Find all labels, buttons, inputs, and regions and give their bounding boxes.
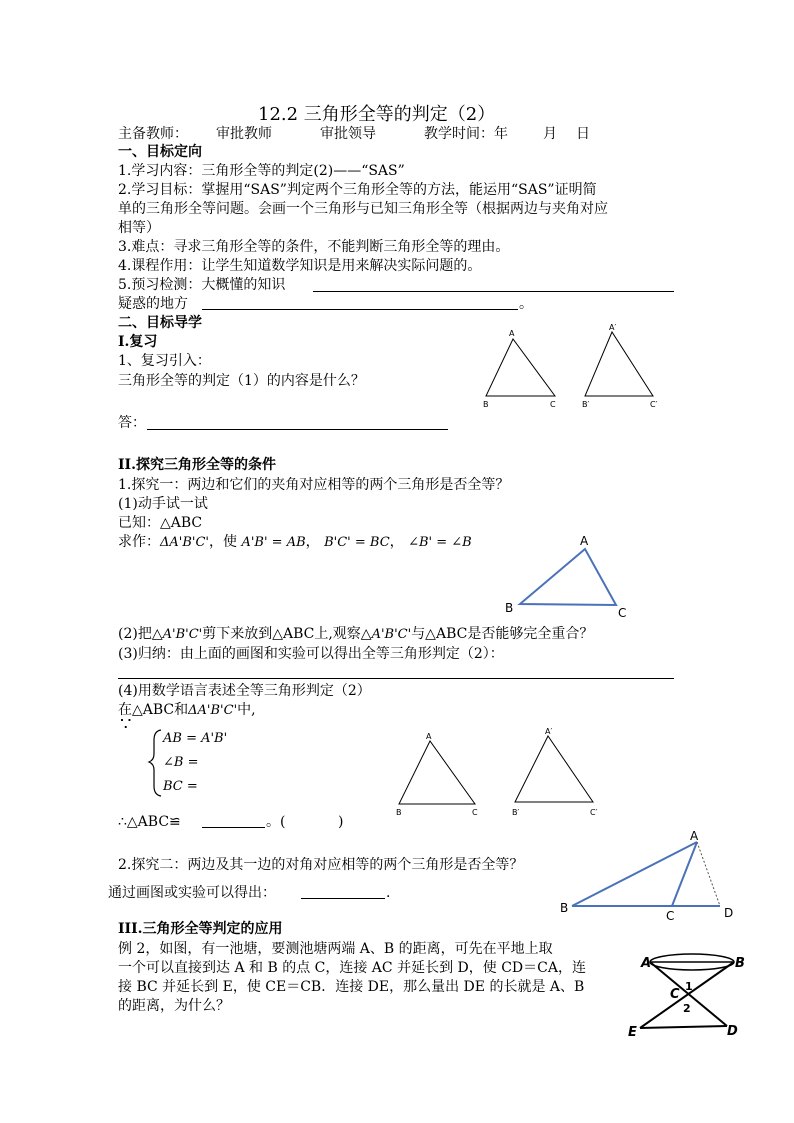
find-comma-2: ， — [389, 534, 404, 550]
p2-triangle: A'B'C' — [162, 627, 203, 642]
explore-heading: II.探究三角形全等的条件 — [118, 457, 276, 473]
page-title: 12.2 三角形全等的判定（2） — [258, 104, 496, 125]
pond-label-b: B — [735, 956, 745, 971]
blue-label-b: B — [505, 601, 514, 615]
header-month: 月 — [543, 126, 557, 142]
explore-q2-answer: 通过画图或实验可以得出： — [108, 885, 276, 901]
find-label: 求作： — [118, 534, 160, 550]
explore-q2-end: . — [386, 885, 391, 901]
goal-line-3: 3.难点：寻求三角形全等的条件，不能判断三角形全等的理由。 — [118, 239, 510, 255]
section-heading-guide: 二、目标导学 — [118, 315, 202, 331]
header-leader: 审批领导 — [320, 126, 376, 142]
apply-line-3: 接 BC 并延长到 E，使 CE＝CB．连接 DE，那么量出 DE 的长就是 A、B — [118, 979, 585, 995]
header-day: 日 — [576, 126, 590, 142]
header-time: 教学时间：年 — [424, 126, 508, 142]
label-c: C — [550, 400, 556, 409]
review-heading: I.复习 — [118, 334, 158, 350]
pond-label-d: D — [727, 1024, 738, 1039]
explore-p3: (3)归纳：由上面的画图和实验可以得出全等三角形判定（2）： — [118, 646, 504, 662]
find-eq1: A'B' = AB — [241, 535, 306, 550]
pond-label-a: A — [641, 956, 652, 971]
find-eq2: B'C' = BC — [324, 535, 390, 550]
section-heading-goals: 一、目标定向 — [118, 144, 202, 160]
proof-label-b: B — [396, 808, 402, 817]
condition-2: ∠B = — [163, 755, 199, 770]
header-main-teacher: 主备教师： — [118, 126, 188, 142]
label-b-prime: B′ — [582, 400, 590, 409]
pond-label-e: E — [628, 1025, 637, 1040]
goal-line-1: 1.学习内容：三角形全等的判定(2)——“SAS” — [118, 163, 405, 179]
goal-line-2b: 单的三角形全等问题。会画一个三角形与已知三角形全等（根据两边与夹角对应 — [118, 201, 608, 217]
explore-known: 已知：△ABC — [118, 515, 203, 531]
reason-open: 。( — [266, 814, 286, 830]
find-make: ，使 — [209, 534, 237, 550]
goal-line-5: 5.预习检测：大概懂的知识 — [118, 277, 286, 293]
ssa-label-d: D — [724, 906, 734, 920]
proof-label-b-prime: B′ — [512, 808, 520, 817]
label-a-prime: A′ — [609, 323, 617, 332]
apply-heading: III.三角形全等判定的应用 — [118, 921, 283, 937]
proof-label-c: C — [472, 808, 478, 817]
line-be — [640, 962, 734, 1028]
answer-label: 答： — [118, 415, 146, 431]
goal-line-2c: 相等） — [118, 220, 160, 236]
angle-label-1: 1 — [685, 980, 693, 993]
find-eq3: ∠B' = ∠B — [408, 535, 472, 550]
review-line-2: 三角形全等的判定（1）的内容是什么？ — [118, 373, 365, 389]
label-c-prime: C′ — [650, 400, 658, 409]
condition-3: BC = — [163, 779, 198, 794]
condition-1: AB = A'B' — [163, 731, 228, 746]
label-a: A — [509, 329, 515, 338]
line-ed — [640, 1026, 727, 1028]
reason-close: ) — [338, 814, 344, 830]
goal-line-4: 4.课程作用：让学生知道数学知识是用来解决实际问题的。 — [118, 258, 482, 274]
blue-label-c: C — [618, 606, 627, 620]
in-triangle: ΔA'B'C' — [188, 703, 238, 718]
in-part-b: 中, — [237, 702, 256, 718]
find-comma-1: ， — [305, 534, 320, 550]
p2-triangle-2: A'B'C' — [371, 627, 412, 642]
find-triangle: ΔA'B'C' — [160, 535, 209, 550]
p2-part-b: 剪下来放到△ABC上,观察△ — [202, 626, 372, 642]
p2-part-a: (2)把△ — [118, 626, 163, 642]
goal-line-6: 疑惑的地方 — [118, 296, 188, 312]
goal-line-2a: 2.学习目标：掌握用“SAS”判定两个三角形全等的方法，能运用“SAS”证明简 — [118, 182, 597, 198]
goal-line-6-end: 。 — [519, 296, 533, 312]
proof-label-a: A — [426, 732, 432, 741]
header-reviewer: 审批教师 — [216, 126, 272, 142]
apply-line-2: 一个可以直接到达 A 和 B 的点 C，连接 AC 并延长到 D，使 CD＝CA，连 — [118, 960, 586, 976]
explore-q2: 2.探究二：两边及其一边的对角对应相等的两个三角形是否全等？ — [118, 857, 524, 873]
explore-p1: (1)动手试一试 — [118, 496, 208, 512]
apply-line-1: 例 2，如图，有一池塘，要测池塘两端 A、B 的距离，可先在平地上取 — [118, 941, 553, 957]
label-b: B — [483, 400, 489, 409]
blue-label-a: A — [580, 534, 589, 548]
review-line-1: 1、复习引入： — [118, 353, 211, 369]
proof-label-c-prime: C′ — [590, 808, 598, 817]
ssa-label-b: B — [560, 901, 569, 915]
explore-q1: 1.探究一：两边和它们的夹角对应相等的两个三角形是否全等？ — [118, 477, 510, 493]
therefore-line: ∴△ABC≌ — [118, 814, 181, 830]
ssa-label-a: A — [690, 829, 699, 843]
pond-label-c: C — [670, 987, 680, 1002]
apply-line-4: 的距离，为什么？ — [118, 998, 230, 1014]
explore-p4: (4)用数学语言表述全等三角形判定（2） — [118, 683, 371, 699]
ssa-label-c: C — [666, 909, 675, 923]
proof-label-a-prime: A′ — [545, 727, 553, 736]
in-part-a: 在△ABC和 — [118, 702, 189, 718]
p2-part-c: 与△ABC是否能够完全重合？ — [411, 626, 594, 642]
angle-label-2: 2 — [683, 1002, 691, 1015]
because-symbol: ∵ — [120, 714, 132, 735]
